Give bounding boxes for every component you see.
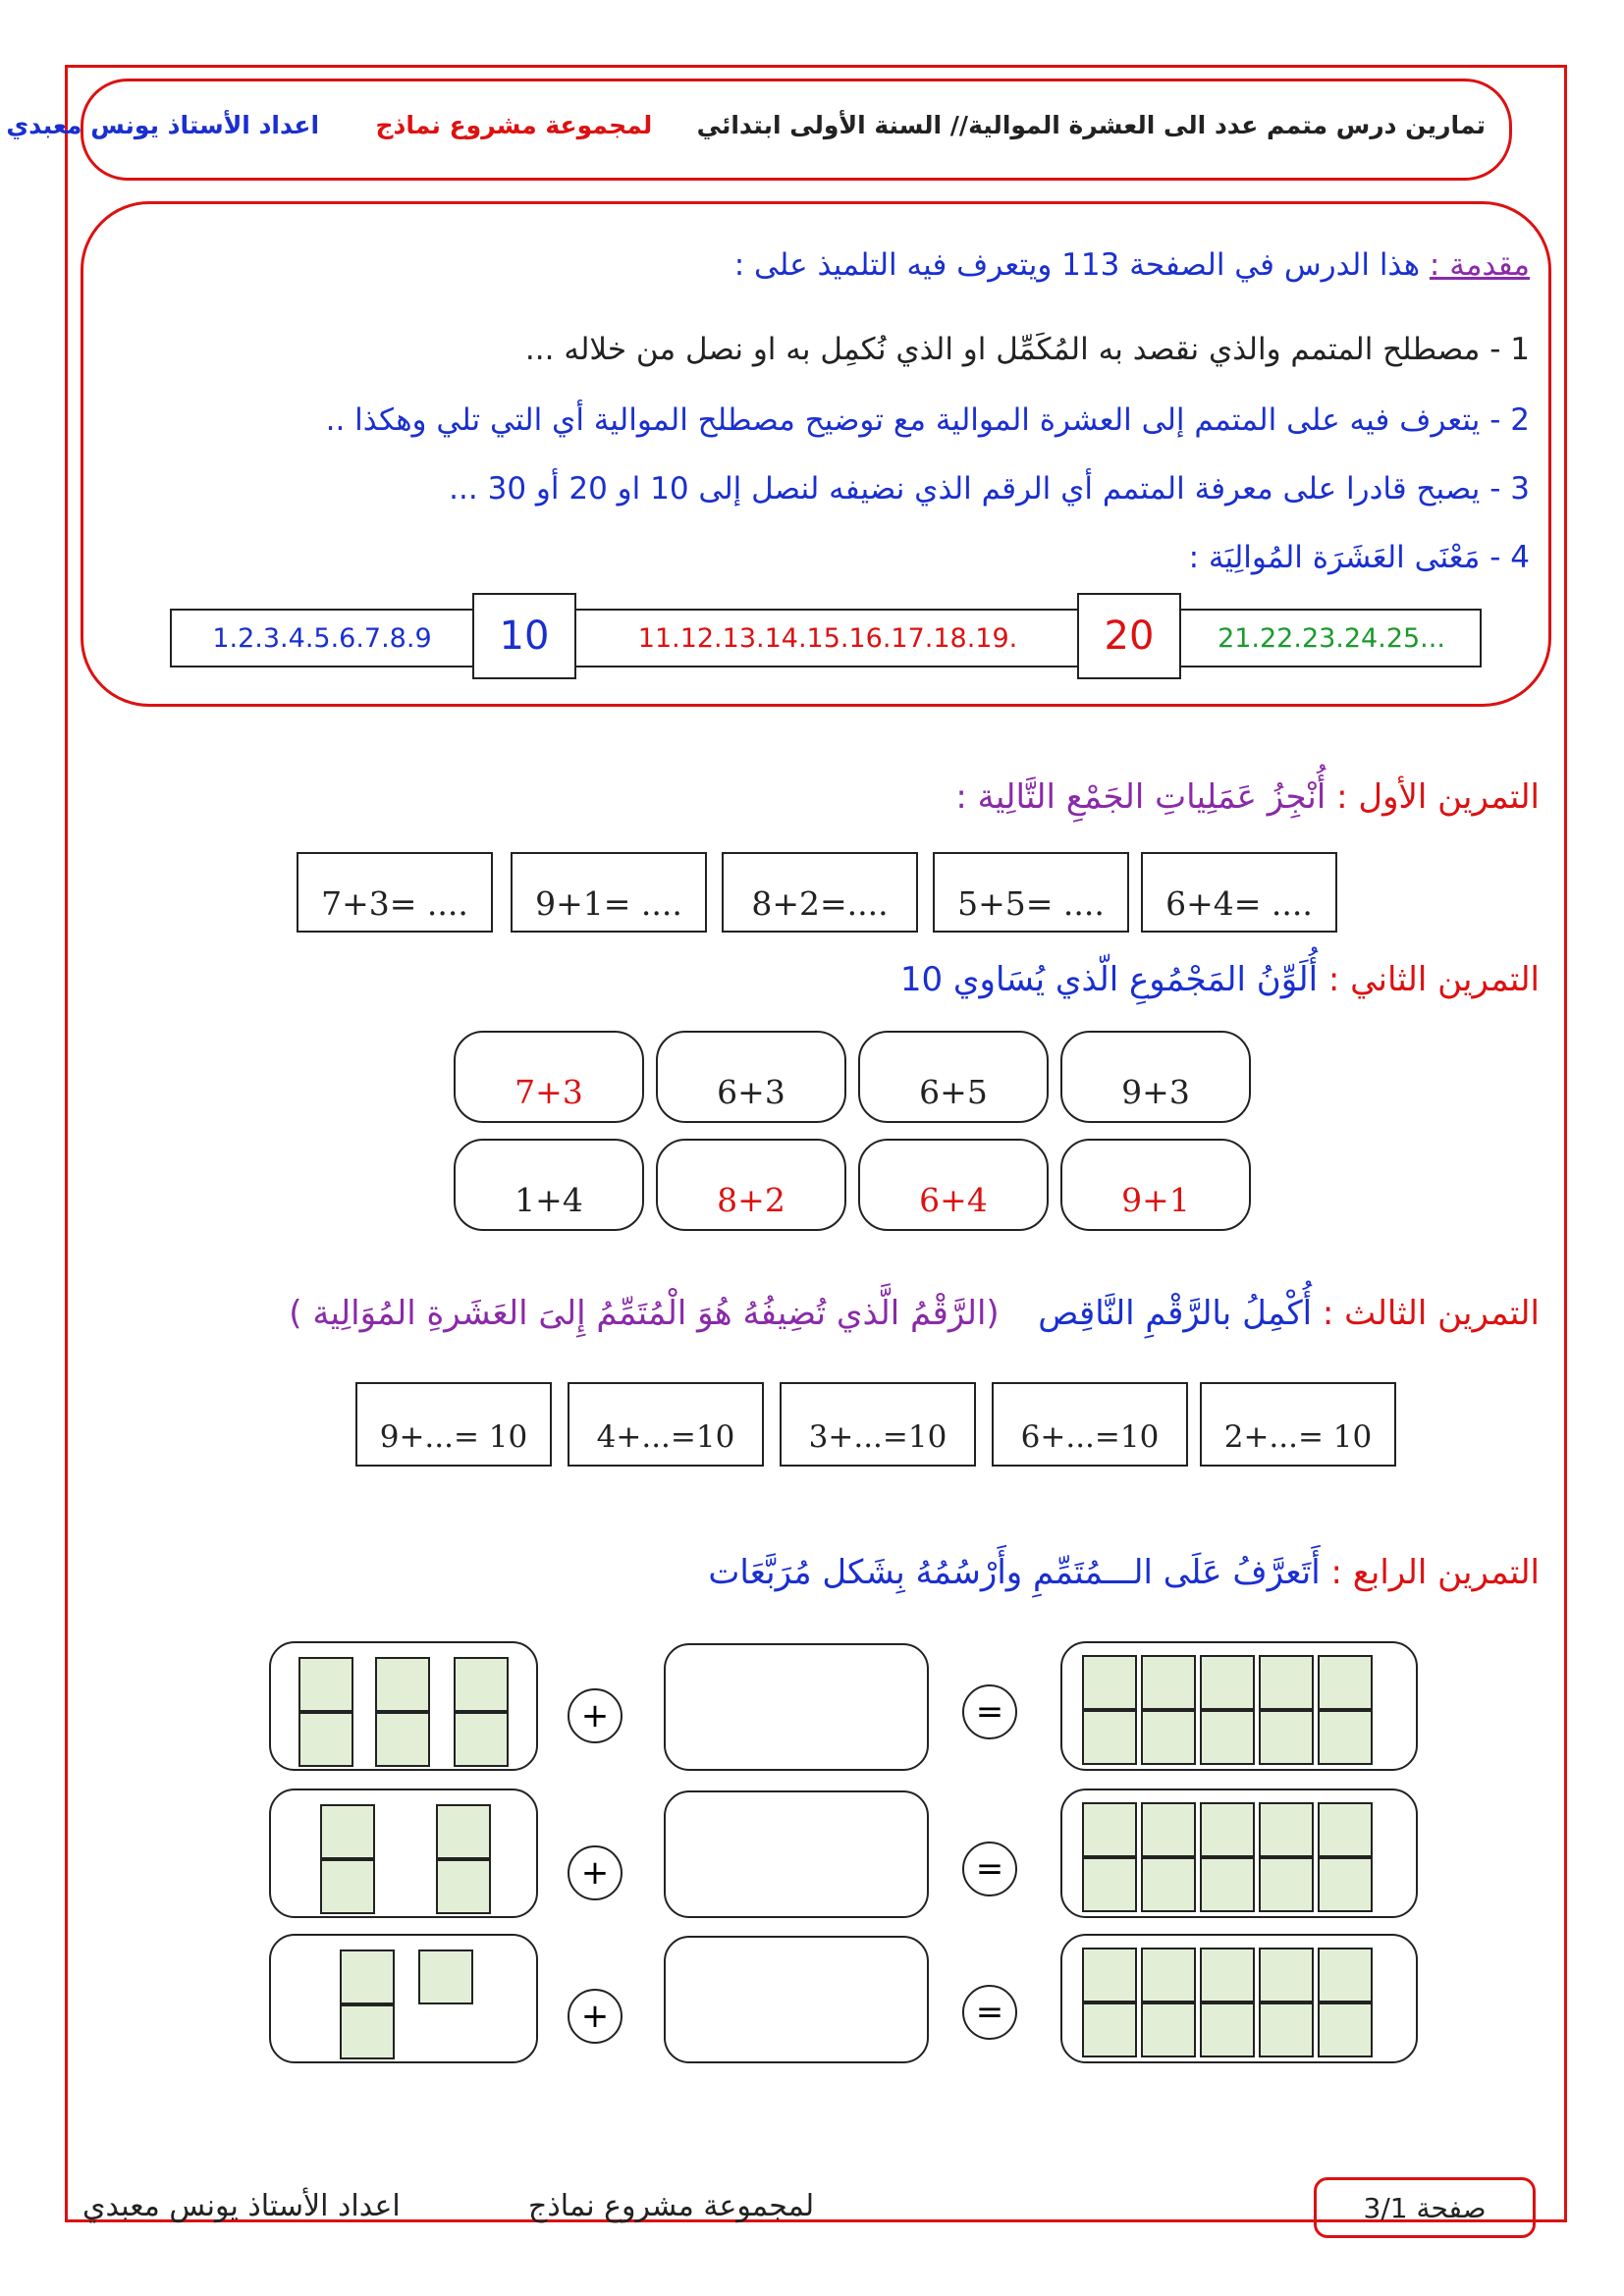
green-square bbox=[1141, 2002, 1196, 2057]
ex4-ten-box bbox=[1060, 1934, 1418, 2063]
green-square bbox=[1318, 2002, 1373, 2057]
sequence-ten: 10 bbox=[472, 593, 576, 679]
ex2-pill[interactable]: 8+2 bbox=[656, 1139, 846, 1231]
green-square bbox=[1200, 1655, 1255, 1710]
green-square bbox=[1259, 1857, 1314, 1912]
header-banner bbox=[6, 79, 1512, 181]
green-square bbox=[1259, 1948, 1314, 2002]
green-square bbox=[1318, 1802, 1373, 1857]
ex4-label: التمرين الرابع : bbox=[1330, 1553, 1540, 1592]
ex2-pill[interactable]: 6+5 bbox=[858, 1031, 1049, 1123]
ex2-pill[interactable]: 6+3 bbox=[656, 1031, 846, 1123]
ex3-label: التمرين الثالث : bbox=[1322, 1294, 1540, 1333]
ex3-box: 9+...= 10 bbox=[355, 1382, 552, 1467]
green-square bbox=[436, 1859, 491, 1914]
green-square bbox=[298, 1712, 353, 1767]
green-square bbox=[1318, 1857, 1373, 1912]
green-square bbox=[1082, 1655, 1137, 1710]
ex2-pill[interactable]: 9+1 bbox=[1060, 1139, 1251, 1231]
footer-group: لمجموعة مشروع نماذج bbox=[528, 2189, 815, 2223]
ex3-box: 6+...=10 bbox=[992, 1382, 1188, 1467]
header-group: لمجموعة مشروع نماذج bbox=[375, 111, 653, 139]
sequence-twenty: 20 bbox=[1077, 593, 1181, 679]
header-title: تمارين درس متمم عدد الى العشرة الموالية// السنة الأولى ابتدائي bbox=[696, 111, 1486, 139]
ex4-ten-box bbox=[1060, 1641, 1418, 1771]
ex2-pill[interactable]: 9+3 bbox=[1060, 1031, 1251, 1123]
ex2-instruction: أُلَوِّنُ المَجْمُوعِ الّذي يُسَاوي 10 bbox=[899, 960, 1319, 999]
ex1-title bbox=[955, 777, 1540, 817]
ex1-box: 5+5= .... bbox=[933, 852, 1129, 933]
ex1-label: التمرين الأول : bbox=[1336, 777, 1540, 817]
green-square bbox=[320, 1859, 375, 1914]
ex4-left-box bbox=[269, 1641, 538, 1771]
green-square bbox=[1141, 1802, 1196, 1857]
intro-item-1: 1 - مصطلح المتمم والذي نقصد به المُكَمِّل او الذي نُكمِل به او نصل من خلاله ... bbox=[524, 332, 1530, 367]
ex4-left-box bbox=[269, 1934, 538, 2063]
ex1-box: 6+4= .... bbox=[1141, 852, 1337, 933]
green-square bbox=[1082, 1857, 1137, 1912]
green-square bbox=[418, 1949, 473, 2004]
ex2-pill[interactable]: 6+4 bbox=[858, 1139, 1049, 1231]
green-square bbox=[454, 1657, 509, 1712]
equals-sign: = bbox=[962, 1985, 1017, 2040]
equals-sign: = bbox=[962, 1684, 1017, 1739]
green-square bbox=[1200, 1857, 1255, 1912]
green-square bbox=[1200, 1802, 1255, 1857]
plus-sign: + bbox=[568, 1845, 623, 1900]
ex4-answer-box[interactable] bbox=[664, 1790, 929, 1918]
ex4-title bbox=[708, 1553, 1540, 1592]
green-square bbox=[1318, 1655, 1373, 1710]
green-square bbox=[1259, 1710, 1314, 1765]
green-square bbox=[1259, 1655, 1314, 1710]
ex1-box: 7+3= .... bbox=[297, 852, 493, 933]
green-square bbox=[340, 2004, 395, 2059]
sequence-seg3: 21.22.23.24.25... bbox=[1183, 611, 1480, 666]
ex2-label: التمرين الثاني : bbox=[1327, 960, 1540, 999]
header-author: اعداد الأستاذ يونس معبدي bbox=[6, 111, 320, 139]
green-square bbox=[298, 1657, 353, 1712]
sequence-seg2: 11.12.13.14.15.16.17.18.19. bbox=[578, 611, 1077, 666]
ex2-pill[interactable]: 7+3 bbox=[454, 1031, 644, 1123]
header-text bbox=[6, 111, 1486, 139]
intro-item-2: 2 - يتعرف فيه على المتمم إلى العشرة الموالية مع توضيح مصطلح الموالية أي التي تلي وهكذا .. bbox=[325, 402, 1530, 438]
intro-item-4: 4 - مَعْنَى العَشَرَة المُوالِيَة : bbox=[1188, 540, 1530, 575]
green-square bbox=[1318, 1948, 1373, 2002]
sequence-seg1: 1.2.3.4.5.6.7.8.9 bbox=[172, 611, 472, 666]
ex3-box: 2+...= 10 bbox=[1200, 1382, 1396, 1467]
intro-text: هذا الدرس في الصفحة 113 ويتعرف فيه التلميذ على : bbox=[733, 247, 1421, 283]
ex4-answer-box[interactable] bbox=[664, 1936, 929, 2063]
green-square bbox=[375, 1712, 430, 1767]
intro-item-3: 3 - يصبح قادرا على معرفة المتمم أي الرقم الذي نضيفه لنصل إلى 10 او 20 أو 30 ... bbox=[449, 471, 1530, 507]
intro-heading bbox=[734, 247, 1530, 283]
footer-author: اعداد الأستاذ يونس معبدي bbox=[82, 2189, 401, 2223]
ex4-ten-box bbox=[1060, 1789, 1418, 1918]
green-square bbox=[375, 1657, 430, 1712]
green-square bbox=[1082, 2002, 1137, 2057]
green-square bbox=[1318, 1710, 1373, 1765]
ex1-box: 9+1= .... bbox=[511, 852, 707, 933]
green-square bbox=[1259, 2002, 1314, 2057]
ex3-title bbox=[289, 1294, 1540, 1333]
green-square bbox=[320, 1804, 375, 1859]
green-square bbox=[1141, 1710, 1196, 1765]
green-square bbox=[454, 1712, 509, 1767]
ex3-note: (الرَّقْمُ الَّذي تُضِيفُهُ هُوَ الْمُتَمِّمُ إِلىَ العَشَرةِ المُوَالِية ) bbox=[289, 1294, 1000, 1333]
ex1-box: 8+2=.... bbox=[722, 852, 918, 933]
intro-label: مقدمة : bbox=[1429, 247, 1530, 283]
green-square bbox=[436, 1804, 491, 1859]
green-square bbox=[1141, 1655, 1196, 1710]
ex2-pill[interactable]: 1+4 bbox=[454, 1139, 644, 1231]
ex2-title bbox=[900, 960, 1540, 999]
green-square bbox=[1082, 1802, 1137, 1857]
green-square bbox=[1082, 1948, 1137, 2002]
green-square bbox=[1200, 2002, 1255, 2057]
ex3-box: 3+...=10 bbox=[780, 1382, 976, 1467]
green-square bbox=[1200, 1710, 1255, 1765]
plus-sign: + bbox=[568, 1688, 623, 1743]
ex4-answer-box[interactable] bbox=[664, 1643, 929, 1771]
ex3-box: 4+...=10 bbox=[568, 1382, 764, 1467]
green-square bbox=[1200, 1948, 1255, 2002]
plus-sign: + bbox=[568, 1989, 623, 2044]
green-square bbox=[340, 1949, 395, 2004]
ex4-instruction: أَتَعرَّفُ عَلَى الـــمُتَمِّمِ وأَرْسُمُهُ بِشَكل مُرَبَّعَات bbox=[708, 1553, 1321, 1592]
page-number: صفحة 3/1 bbox=[1314, 2177, 1536, 2238]
ex4-left-box bbox=[269, 1789, 538, 1918]
green-square bbox=[1141, 1857, 1196, 1912]
ex1-instruction: أُنْجِزُ عَمَلِياتِ الجَمْعِ التَّالِية : bbox=[955, 777, 1326, 817]
green-square bbox=[1082, 1710, 1137, 1765]
green-square bbox=[1259, 1802, 1314, 1857]
ex3-instruction: أُكْمِلُ بالرَّقْمِ النَّاقِص bbox=[1038, 1294, 1313, 1333]
equals-sign: = bbox=[962, 1842, 1017, 1896]
green-square bbox=[1141, 1948, 1196, 2002]
